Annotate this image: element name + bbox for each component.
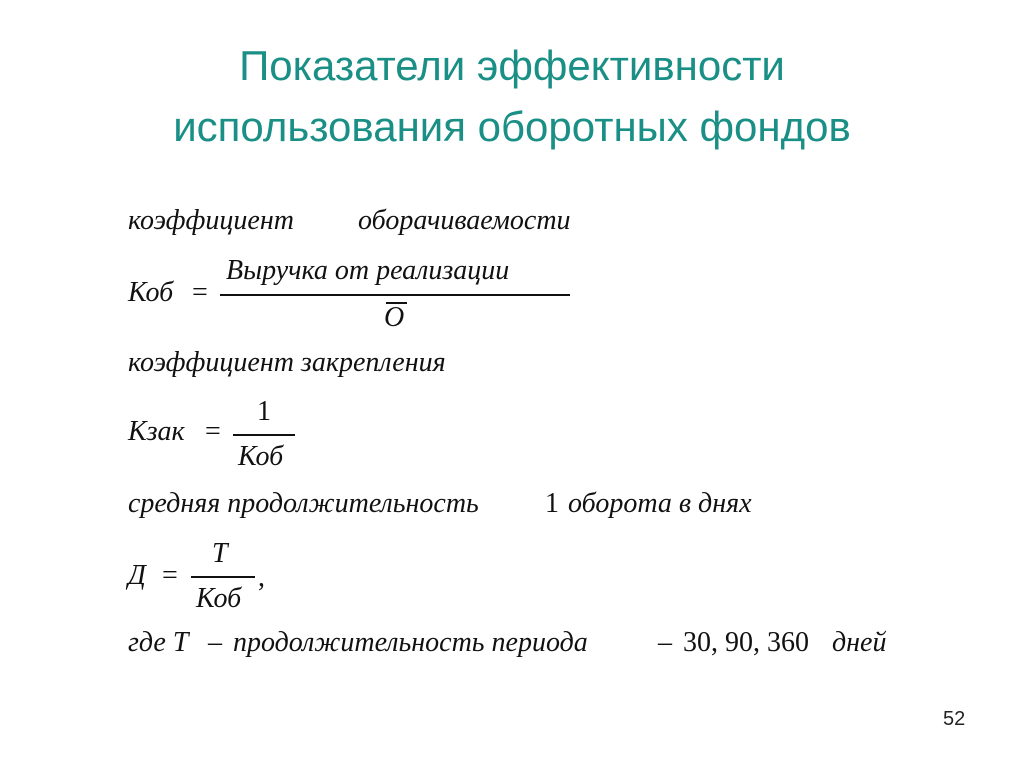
consolidation-label: коэффициент закрепления bbox=[128, 347, 446, 378]
consolidation-denominator: Коб bbox=[238, 441, 284, 472]
consolidation-fraction-bar bbox=[233, 434, 295, 436]
consolidation-lhs: Кзак bbox=[128, 416, 185, 447]
turnover-equals: = bbox=[192, 277, 208, 308]
duration-fraction-bar bbox=[191, 576, 255, 578]
consolidation-equals: = bbox=[205, 416, 221, 447]
note-period-values: 30, 90, 360 bbox=[683, 627, 809, 658]
note-period-duration: продолжительность периода bbox=[233, 627, 588, 658]
turnover-denominator: О bbox=[384, 302, 405, 333]
page-number: 52 bbox=[943, 708, 966, 730]
turnover-lhs: Коб bbox=[128, 277, 174, 308]
duration-numerator: Т bbox=[212, 538, 228, 569]
slide-title-line-2: использования оборотных фондов bbox=[173, 103, 851, 150]
duration-lhs: Д bbox=[128, 560, 146, 591]
note-days: дней bbox=[832, 627, 887, 658]
turnover-fraction-bar bbox=[220, 294, 570, 296]
slide-title-line-1: Показатели эффективности bbox=[239, 42, 785, 89]
duration-label-part-2: оборота в днях bbox=[568, 488, 752, 519]
consolidation-numerator: 1 bbox=[257, 396, 271, 427]
duration-label-number: 1 bbox=[545, 488, 559, 519]
turnover-numerator: Выручка от реализации bbox=[226, 255, 510, 286]
duration-equals: = bbox=[162, 560, 178, 591]
duration-label-part-1: средняя продолжительность bbox=[128, 488, 479, 519]
duration-denominator: Коб bbox=[196, 583, 242, 614]
note-where-t: где Т bbox=[128, 627, 189, 658]
note-dash-2: – bbox=[658, 627, 672, 658]
turnover-label-word-2: оборачиваемости bbox=[358, 205, 571, 236]
duration-comma: , bbox=[258, 562, 265, 593]
turnover-label-word-1: коэффициент bbox=[128, 205, 294, 236]
note-dash-1: – bbox=[208, 627, 222, 658]
